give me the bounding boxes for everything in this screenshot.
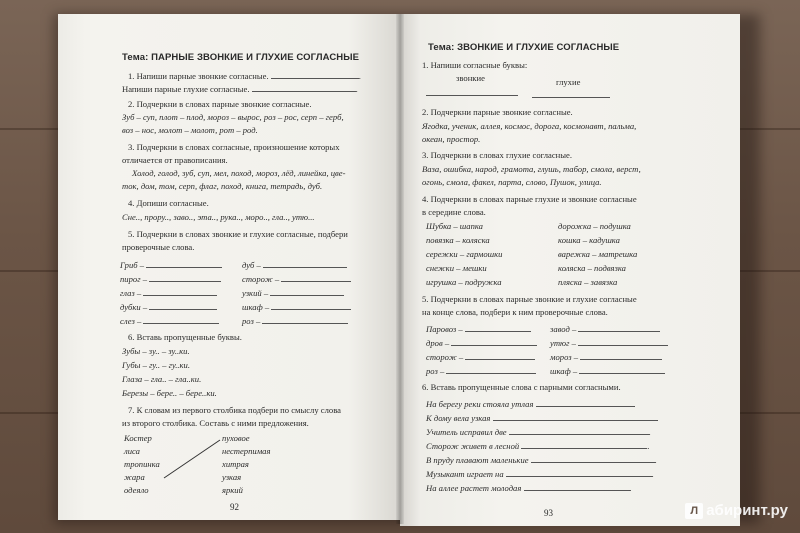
page-number: 93: [544, 508, 553, 518]
task-line: Зуб – суп, плот – плод, мороз – вырос, роз – рос, серп – герб,: [122, 112, 344, 122]
word-pair: кошка – кадушка: [558, 235, 620, 245]
task-line: Березы – бере.. – бере..ки.: [122, 388, 217, 398]
labirint-logo-icon: Л: [685, 503, 703, 519]
check-word: шкаф –: [242, 302, 270, 312]
left-page-title: Тема: ПАРНЫЕ ЗВОНКИЕ И ГЛУХИЕ СОГЛАСНЫЕ: [122, 52, 360, 63]
task-line: 3. Подчеркни в словах глухие согласные.: [422, 150, 572, 160]
book-gutter: [396, 14, 404, 524]
task-line: на конце слова, подбери к ним проверочные слова.: [422, 307, 608, 317]
check-word: Гриб –: [120, 260, 145, 270]
task-line: Ягодка, ученик, аллея, космос, дорога, космонавт, пальма,: [422, 121, 637, 131]
check-word: сторож –: [242, 274, 280, 284]
sentence: На аллее растет молодая: [426, 483, 522, 493]
task-line: ток, дом, том, серп, флаг, поход, книга, тетрадь, дуб.: [122, 181, 323, 191]
task-line: из второго столбика. Составь с ними предложения.: [122, 418, 309, 428]
column-word: яркий: [222, 485, 243, 495]
task-line: 1. Напиши парные звонкие согласные.: [128, 71, 269, 81]
check-word: завод –: [550, 324, 577, 334]
column-word: узкая: [222, 472, 242, 482]
check-word: роз –: [426, 366, 445, 376]
task-line: 2. Подчеркни в словах парные звонкие согласные.: [128, 99, 312, 109]
task-line: воз – нос, молот – молот, рот – род.: [122, 125, 258, 135]
task-line: Напиши парные глухие согласные.: [122, 84, 250, 94]
task-line: 6. Вставь пропущенные слова с парными согласными.: [422, 382, 621, 392]
column-word: Костер: [124, 433, 152, 443]
check-word: Паровоз –: [426, 324, 463, 334]
task-line: глухие: [556, 77, 581, 87]
column-word: хитрая: [222, 459, 249, 469]
task-line: отличается от правописания.: [122, 155, 228, 165]
task-line: звонкие: [456, 73, 485, 83]
word-pair: сережки – гармошки: [426, 249, 503, 259]
task-line: 2. Подчеркни парные звонкие согласные.: [422, 107, 573, 117]
page-number: 92: [230, 502, 239, 512]
watermark: [685, 502, 788, 519]
column-word: лиса: [124, 446, 140, 456]
task-line: океан, простор.: [422, 134, 481, 144]
task-line: Глаза – гла.. – гла..ки.: [122, 374, 202, 384]
check-word: дубки –: [120, 302, 148, 312]
word-pair: пляска – завязка: [558, 277, 618, 287]
sentence: К дому вела узкая: [426, 413, 491, 423]
word-pair: варежка – матрешка: [558, 249, 638, 259]
right-page-title: Тема: ЗВОНКИЕ И ГЛУХИЕ СОГЛАСНЫЕ: [428, 42, 620, 53]
check-word: шкаф –: [550, 366, 578, 376]
task-line: проверочные слова.: [122, 242, 195, 252]
task-line: Губы – гу.. – гу..ки.: [122, 360, 190, 370]
task-line: 4. Подчеркни в словах парные глухие и звонкие согласные: [422, 194, 637, 204]
task-line: Зубы – зу.. – зу..ки.: [122, 346, 190, 356]
check-word: глаз –: [120, 288, 142, 298]
task-line: 3. Подчеркни в словах согласные, произношение которых: [128, 142, 340, 152]
word-pair: Шубка – шапка: [426, 221, 483, 231]
check-word: слез –: [120, 316, 142, 326]
task-line: в середине слова.: [422, 207, 486, 217]
task-line: Холод, голод, зуб, суп, мел, поход, мороз, лёд, линейка, цве-: [132, 168, 346, 178]
sentence: В пруду плавают маленькие: [426, 455, 529, 465]
sentence: На берегу реки стояла утлая: [426, 399, 534, 409]
task-line: 1. Напиши согласные буквы:: [422, 60, 528, 70]
check-word: сторож –: [426, 352, 464, 362]
check-word: дров –: [426, 338, 450, 348]
column-word: одеяло: [124, 485, 149, 495]
word-pair: коляска – подвязка: [558, 263, 626, 273]
check-word: утюг –: [550, 338, 576, 348]
word-pair: повязка – коляска: [426, 235, 490, 245]
sentence: Музыкант играет на: [426, 469, 504, 479]
right-page: Тема: ЗВОНКИЕ И ГЛУХИЕ СОГЛАСНЫЕ 1. Напиши согласные буквы: звонкие глухие 2. Подчеркни парные звонкие согласные. Ягодка, ученик, аллея, космос, дорога, космонавт, пальма, океан, простор. 3. Подчеркни в словах глухие согласные. Ваза, ошибка, народ, грамота, глушь, табор, смола, верст, огонь, смола, факел, парта, слово, Пушок, улица. 4. Подчеркни в словах парные глухие и звонкие согласные в середине слова. Шубка – шапка повязка – коляска сережки – гармошки снежки – мешки игрушка – подружка дорожка – подушка кошка – кадушка варежка – матрешка коляска – подвязка пляска – завязка 5. Подчеркни в словах парные звонкие и глухие согласные на конце слова, подбери к ним проверочные слова. Паровоз – дров – сторож – роз – завод – утюг – мороз – шкаф – 6. Вставь пропущенные слова с парными согласными. На берегу реки стояла утлая . К дому вела узкая . Учитель исправил две . Сторож живет в лесной . В пруду плавают маленькие . Музыкант играет на . На аллее растет молодая . 93: [400, 14, 740, 526]
task-line: 6. Вставь пропущенные буквы.: [128, 332, 242, 342]
column-word: жара: [124, 472, 145, 482]
check-word: пирог –: [120, 274, 147, 284]
column-word: нестерпимая: [222, 446, 271, 456]
example-connector-line: [158, 434, 228, 494]
sentence: Учитель исправил две: [426, 427, 507, 437]
check-word: мороз –: [550, 352, 579, 362]
column-word: пуховое: [222, 433, 250, 443]
word-pair: снежки – мешки: [426, 263, 487, 273]
check-word: роз –: [242, 316, 261, 326]
task-line: Ваза, ошибка, народ, грамота, глушь, табор, смола, верст,: [422, 164, 641, 174]
task-line: 5. Подчеркни в словах звонкие и глухие согласные, подбери: [128, 229, 348, 239]
sentence: Сторож живет в лесной: [426, 441, 520, 451]
word-pair: дорожка – подушка: [558, 221, 631, 231]
task-line: 7. К словам из первого столбика подбери по смыслу слова: [128, 405, 341, 415]
left-page: Тема: ПАРНЫЕ ЗВОНКИЕ И ГЛУХИЕ СОГЛАСНЫЕ 1. Напиши парные звонкие согласные. . Напиши парные глухие согласные. . 2. Подчеркни в словах парные звонкие согласные. Зуб – суп, плот – плод, мороз – вырос, роз – рос, серп – герб, воз – нос, молот – молот, рот – род. 3. Подчеркни в словах согласные, произношение которых отличается от правописания. Холод, голод, зуб, суп, мел, поход, мороз, лёд, линейка, цве- ток, дом, том, серп, флаг, поход, книга, тетрадь, дуб. 4. Допиши согласные. Сне.., прору.., заво.., эта.., рука.., моро.., гла.., утю... 5. Подчеркни в словах звонкие и глухие согласные, подбери проверочные слова. Гриб – пирог – глаз – дубки – слез – дуб – сторож – узкий – шкаф – роз – 6. Вставь пропущенные буквы. Зубы – зу.. – зу..ки. Губы – гу.. – гу..ки. Глаза – гла.. – гла..ки. Березы – бере.. – бере..ки. 7. К словам из первого столбика подбери по смыслу слова из второго столбика. Составь с ними предложения. Костер лиса тропинка жара одеяло пуховое нестерпимая хитрая узкая яркий 92: [58, 14, 400, 520]
check-word: дуб –: [242, 260, 261, 270]
task-line: 4. Допиши согласные.: [128, 198, 209, 208]
task-line: Сне.., прору.., заво.., эта.., рука.., моро.., гла.., утю...: [122, 212, 315, 222]
task-line: огонь, смола, факел, парта, слово, Пушок, улица.: [422, 177, 602, 187]
task-line: 5. Подчеркни в словах парные звонкие и глухие согласные: [422, 294, 637, 304]
word-pair: игрушка – подружка: [426, 277, 502, 287]
column-word: тропинка: [124, 459, 160, 469]
check-word: узкий –: [242, 288, 269, 298]
watermark-text: абиринт.ру: [706, 501, 788, 519]
